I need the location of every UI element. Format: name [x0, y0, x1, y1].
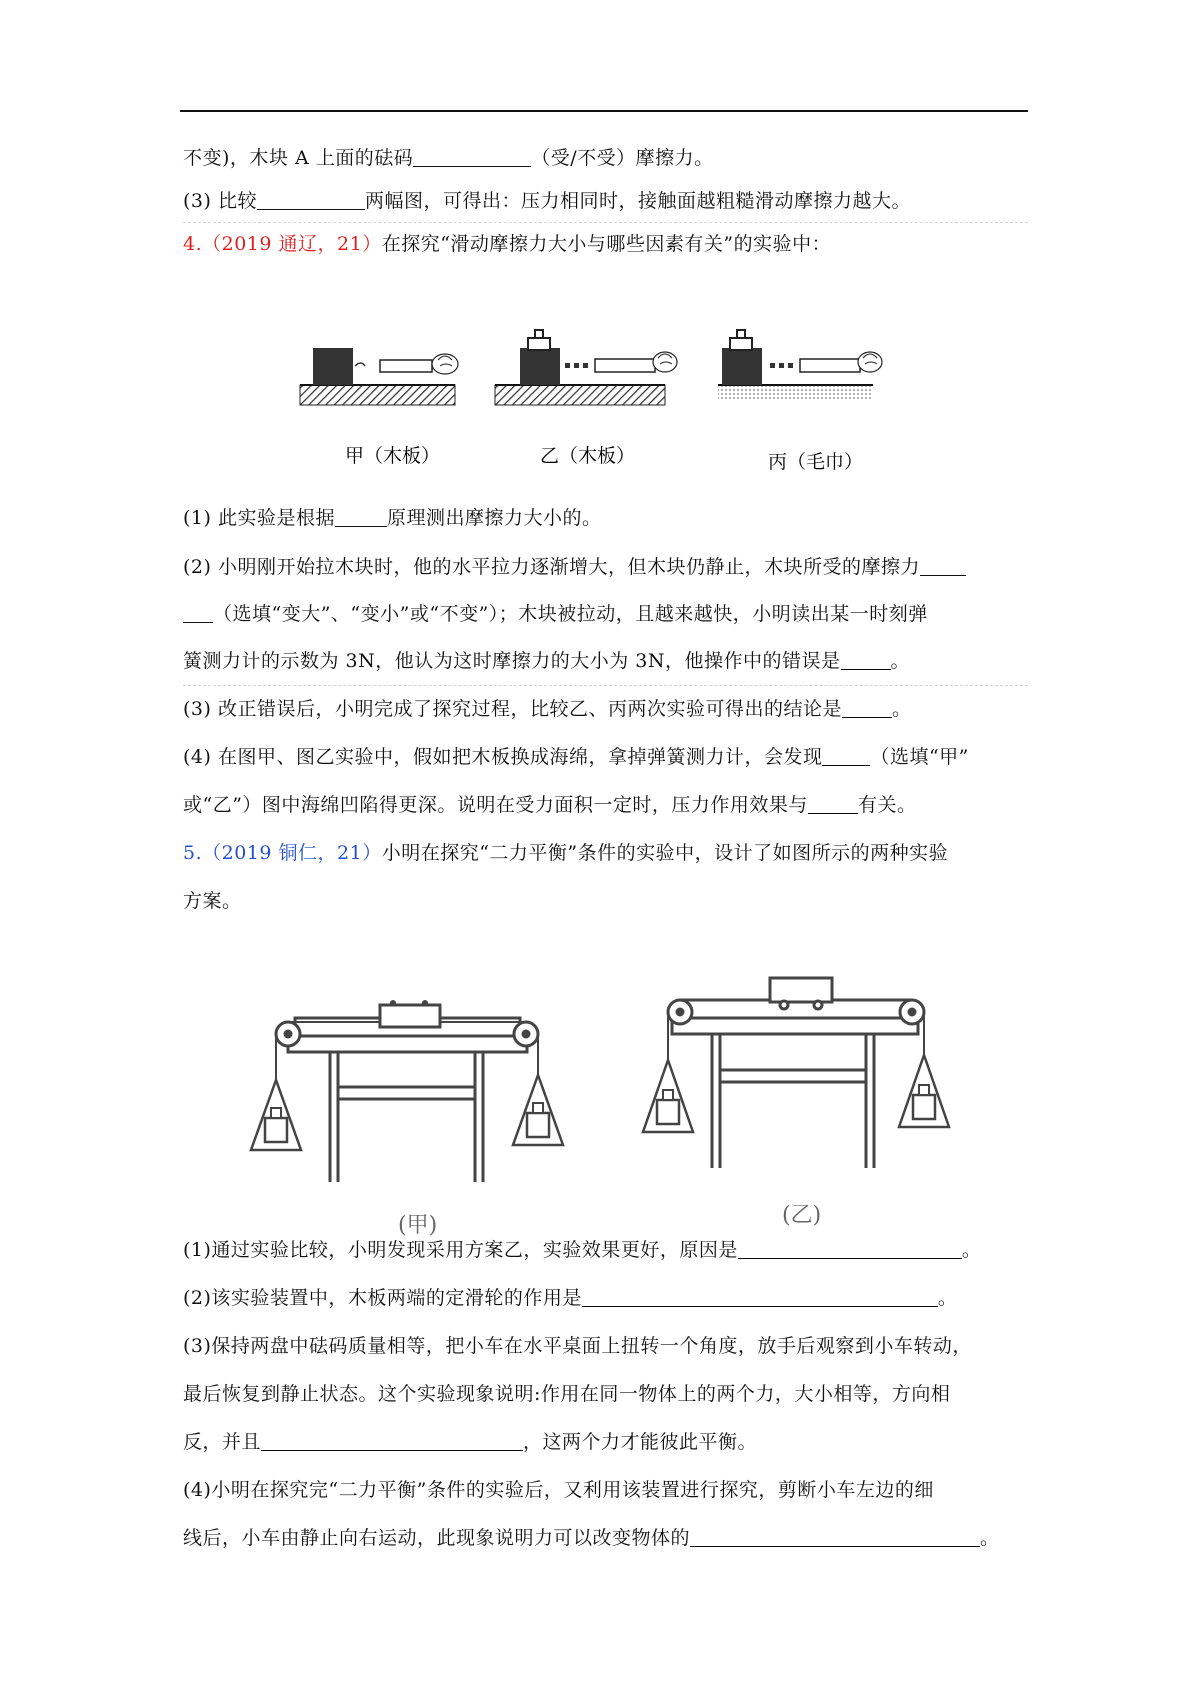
- text-line: [183, 886, 1028, 916]
- text-segment: 线后，小车由静止向右运动，此现象说明力可以改变物体的: [183, 1527, 691, 1549]
- text-line: [183, 1235, 1028, 1265]
- spring-scale: [380, 360, 432, 372]
- wooden-block: [520, 348, 560, 385]
- spring-scale: [595, 359, 655, 372]
- text-line: [183, 1523, 1028, 1553]
- answer-blank[interactable]: [841, 649, 891, 670]
- text-segment: (3) 改正错误后，小明完成了探究过程，比较乙、丙两次实验可得出的结论是: [183, 698, 842, 720]
- setup-yi: [495, 330, 677, 405]
- hanging-pan: [899, 1055, 949, 1127]
- question-source-tag: 5.（2019 铜仁，21）: [183, 842, 382, 864]
- text-line: [183, 1427, 1028, 1457]
- wooden-block: [722, 348, 762, 385]
- text-segment: (1)通过实验比较，小明发现采用方案乙，实验效果更好，原因是: [183, 1239, 738, 1261]
- text-line: [183, 790, 1028, 820]
- pulley-icon: [668, 1000, 692, 1024]
- answer-blank[interactable]: [335, 506, 387, 527]
- spring-scale: [800, 359, 860, 372]
- text-segment: 。: [961, 1239, 982, 1261]
- figure-label-jia: 甲（木板）: [345, 445, 441, 467]
- weight-icon: [528, 338, 550, 350]
- text-line: [183, 694, 1028, 724]
- pulley-icon: [900, 1000, 924, 1024]
- answer-blank[interactable]: [257, 189, 365, 210]
- header-rule: [180, 110, 1028, 112]
- wooden-block: [313, 348, 353, 385]
- text-line: [183, 1475, 1028, 1505]
- text-segment: (1) 此实验是根据: [183, 507, 335, 529]
- setup-jia-table: [251, 1000, 563, 1182]
- question-text: 在探究“滑动摩擦力大小与哪些因素有关”的实验中：: [381, 233, 832, 255]
- text-segment: 簧测力计的示数为 3N，他认为这时摩擦力的大小为 3N，他操作中的错误是: [183, 650, 841, 672]
- text-segment: 。: [890, 650, 911, 672]
- text-segment: (2)该实验装置中，木板两端的定滑轮的作用是: [183, 1287, 582, 1309]
- hanging-pan: [513, 1075, 563, 1145]
- text-segment: 两幅图，可得出：压力相同时，接触面越粗糙滑动摩擦力越大。: [364, 190, 911, 212]
- wooden-block: [380, 1005, 440, 1027]
- figure-label-jia: (甲): [398, 1213, 438, 1238]
- text-line: [183, 552, 1028, 582]
- text-line: [183, 599, 1028, 629]
- figure-label-yi: 乙（木板）: [540, 445, 636, 467]
- text-segment: (2) 小明刚开始拉木块时，他的水平拉力逐渐增大，但木块仍静止，木块所受的摩擦力: [183, 556, 920, 578]
- text-segment: 。: [891, 698, 912, 720]
- text-line: [183, 1331, 1028, 1361]
- text-line: [183, 503, 1028, 533]
- setup-yi-table: [643, 978, 949, 1168]
- text-line: [183, 1283, 1028, 1313]
- text-segment: ，这两个力才能彼此平衡。: [523, 1431, 758, 1453]
- text-segment: 或“乙”）图中海绵凹陷得更深。说明在受力面积一定时，压力作用效果与: [183, 794, 808, 816]
- text-segment: (3) 比较: [183, 190, 257, 212]
- text-segment: 不变)，木块 A 上面的砝码: [183, 147, 414, 169]
- text-line: [183, 742, 1028, 772]
- hand-icon: [858, 352, 882, 372]
- text-segment: (3)保持两盘中砝码质量相等，把小车在水平桌面上扭转一个角度，放手后观察到小车转动，: [183, 1335, 972, 1357]
- hanging-pan: [643, 1060, 693, 1132]
- pulley-icon: [514, 1022, 538, 1046]
- weight-icon: [730, 338, 752, 350]
- answer-blank[interactable]: [738, 1238, 962, 1259]
- hanging-pan: [251, 1080, 301, 1150]
- figure-label-bing: 丙（毛巾）: [768, 451, 864, 473]
- text-line: [183, 1379, 1028, 1409]
- answer-blank[interactable]: [808, 793, 858, 814]
- text-segment: 原理测出摩擦力大小的。: [386, 507, 602, 529]
- text-segment: (4)小明在探究完“二力平衡”条件的实验后，又利用该装置进行探究，剪断小车左边的细: [183, 1479, 934, 1501]
- answer-blank[interactable]: [582, 1286, 938, 1307]
- dashed-divider: [183, 222, 1028, 223]
- question-4-heading: [183, 229, 1028, 259]
- figure-label-yi: (乙): [782, 1203, 822, 1228]
- text-segment: 。: [937, 1287, 958, 1309]
- text-segment: 。: [980, 1527, 1000, 1549]
- answer-blank[interactable]: [413, 146, 531, 167]
- answer-blank[interactable]: [822, 745, 870, 766]
- answer-blank[interactable]: [690, 1526, 980, 1547]
- pulley-icon: [276, 1022, 300, 1046]
- text-segment: 最后恢复到静止状态。这个实验现象说明:作用在同一物体上的两个力，大小相等，方向相: [183, 1383, 951, 1405]
- answer-blank[interactable]: [842, 697, 892, 718]
- setup-jia: [300, 348, 458, 405]
- setup-bing: [718, 330, 882, 400]
- text-segment: 方案。: [183, 890, 242, 912]
- text-line: [183, 143, 1028, 173]
- text-segment: （选填“变大”、“变小”或“不变”）；木块被拉动，且越来越快，小明读出某一时刻弹: [213, 603, 928, 625]
- answer-blank[interactable]: [920, 555, 966, 576]
- dashed-divider: [183, 685, 1028, 686]
- text-segment: (4) 在图甲、图乙实验中，假如把木板换成海绵，拿掉弹簧测力计，会发现: [183, 746, 823, 768]
- text-segment: 有关。: [857, 794, 917, 816]
- text-line: [183, 646, 1028, 676]
- hand-icon: [432, 354, 458, 374]
- text-segment: （选填“甲”: [870, 746, 969, 768]
- question-text: 小明在探究“二力平衡”条件的实验中，设计了如图所示的两种实验: [381, 842, 949, 864]
- text-segment: （受/不受）摩擦力。: [531, 147, 714, 169]
- answer-blank[interactable]: [261, 1430, 523, 1451]
- text-segment: 反，并且: [183, 1431, 262, 1453]
- question-source-tag: 4.（2019 通辽，21）: [183, 233, 382, 255]
- question-5-heading: [183, 838, 1028, 868]
- answer-blank[interactable]: [183, 602, 213, 623]
- toy-car: [770, 978, 832, 1002]
- hand-icon: [653, 352, 677, 372]
- text-line: [183, 186, 1028, 216]
